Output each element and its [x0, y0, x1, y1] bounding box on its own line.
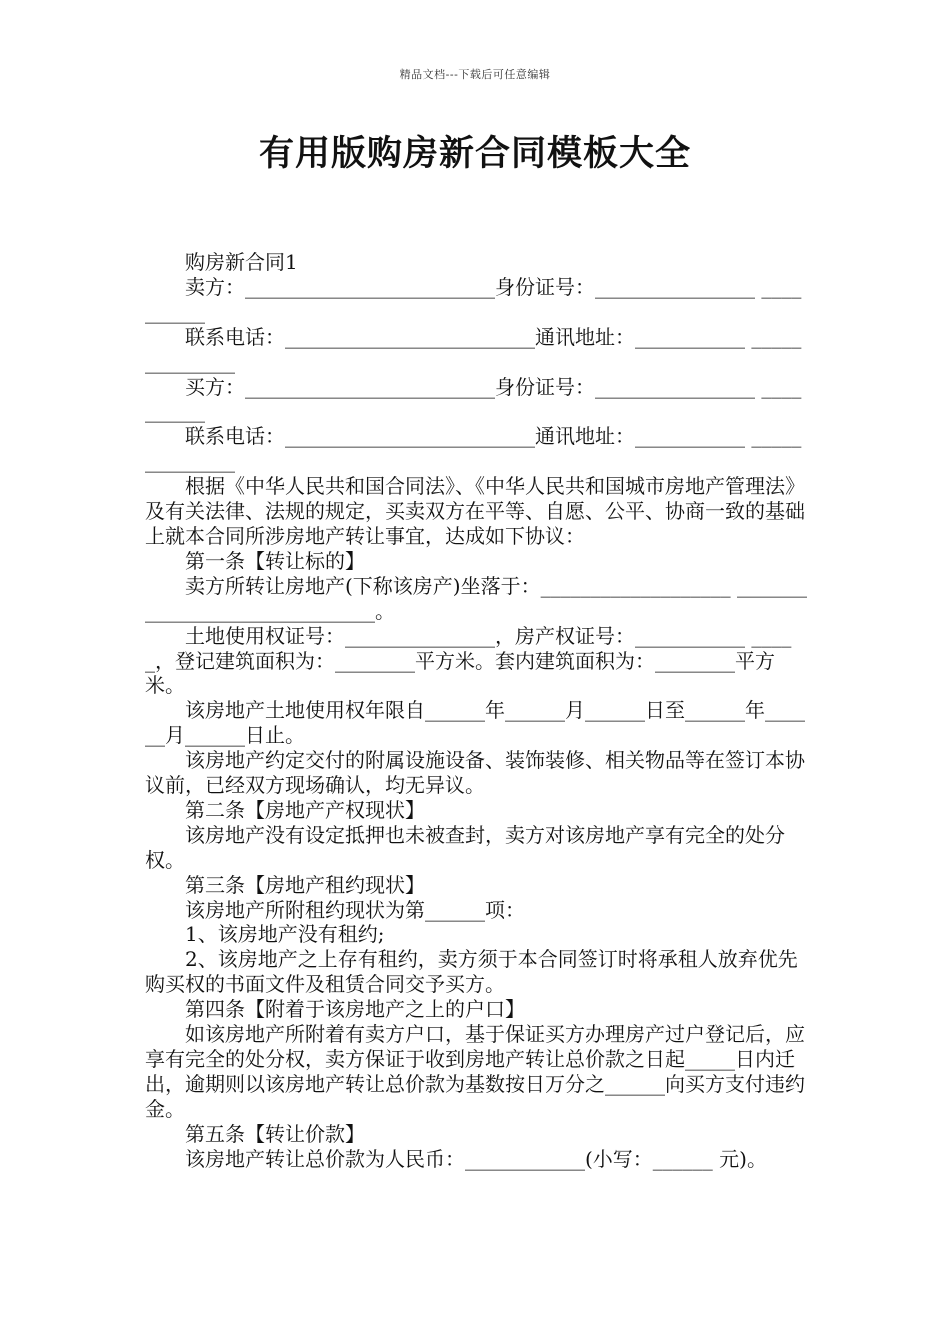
document-title: 有用版购房新合同模板大全 [258, 134, 691, 174]
preamble-paragraph: 根据《中华人民共和国合同法》、《中华人民共和国城市房地产管理法》及有关法律、法规的规定，买卖双方在平等、自愿、公平、协商一致的基础上就本合同所涉房地产转让事宜，达成如下协议： [145, 474, 805, 548]
header-note: 精品文档---下载后可任意编辑 [399, 68, 551, 81]
buyer-contact-line: 联系电话：_________________________通讯地址：___________ ______________ [145, 424, 802, 474]
total-price-line: 该房地产转让总价款为人民币：____________(小写：______ 元)。 [185, 1146, 767, 1171]
article-2-heading: 第二条【房地产产权现状】 [185, 797, 425, 822]
contract-body [145, 250, 807, 1172]
article-4-heading: 第四条【附着于该房地产之上的户口】 [185, 997, 525, 1022]
article-3-heading: 第三条【房地产租约现状】 [185, 872, 425, 897]
buyer-id-line: 买方：_________________________身份证号：________________ __________ [145, 374, 802, 424]
seller-id-line: 卖方：_________________________身份证号：________________ __________ [145, 274, 802, 324]
land-use-term-line: 该房地产土地使用权年限自______年______月______日至______年______月______日止。 [145, 698, 805, 748]
article-1-heading: 第一条【转让标的】 [185, 548, 365, 573]
contract-heading: 购房新合同1 [185, 250, 298, 274]
lease-option-1: 1、该房地产没有租约; [185, 922, 385, 947]
facilities-paragraph: 该房地产约定交付的附属设施设备、装饰装修、相关物品等在签订本协议前，已经双方现场确认，均无异议。 [145, 748, 805, 798]
property-location-line: 卖方所转让房地产(下称该房产)坐落于：___________________ ______________________________。 [145, 573, 807, 623]
household-registration-paragraph: 如该房地产所附着有卖方户口，基于保证买方办理房产过户登记后，应享有完全的处分权，卖方保证于收到房地产转让总价款之日起_____日内迁出，逾期则以该房地产转让总价款为基数按日万分之______向买方支付违约金。 [145, 1022, 805, 1121]
lease-status-line: 该房地产所附租约现状为第______项： [185, 897, 525, 922]
lease-option-2: 2、该房地产之上存有租约，卖方须于本合同签订时将承租人放弃优先购买权的书面文件及租赁合同交予买方。 [145, 947, 798, 997]
article-5-heading: 第五条【转让价款】 [185, 1121, 365, 1146]
seller-contact-line: 联系电话：_________________________通讯地址：___________ ______________ [145, 324, 802, 374]
title-status-paragraph: 该房地产没有设定抵押也未被查封，卖方对该房地产享有完全的处分权。 [145, 822, 785, 872]
certificate-area-line: 土地使用权证号：_______________，房产权证号：___________ _____，登记建筑面积为：________平方米。套内建筑面积为：________平方米。 [145, 623, 792, 698]
